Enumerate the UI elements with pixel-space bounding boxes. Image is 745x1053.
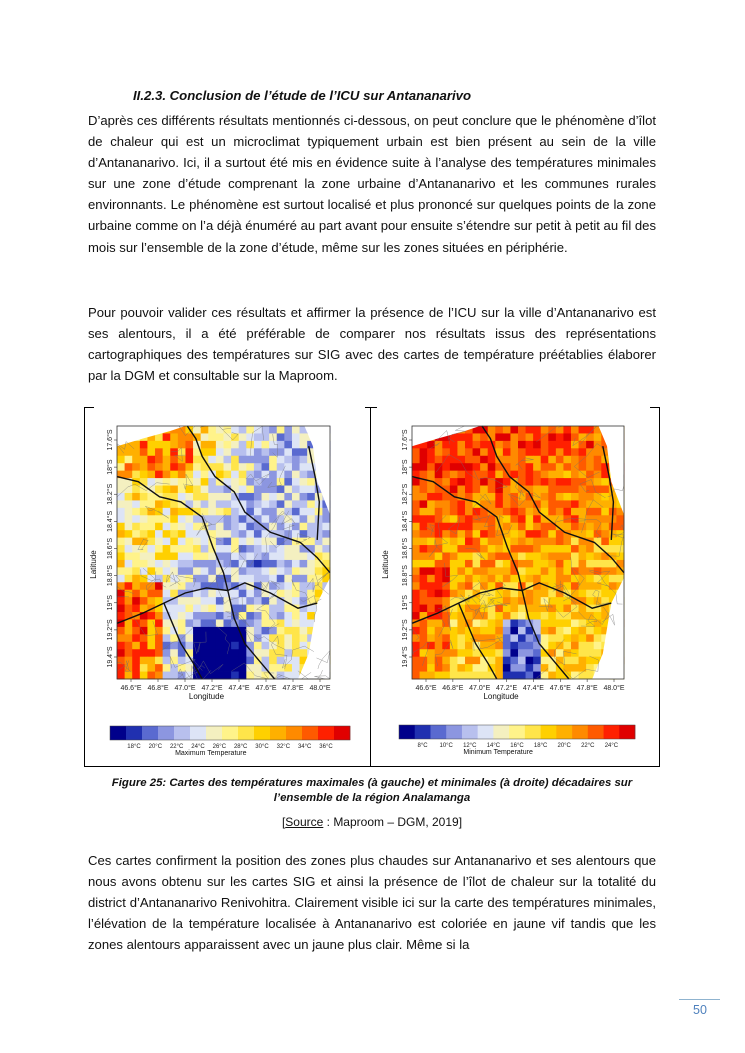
section-heading: II.2.3. Conclusion de l’étude de l’ICU sur Antananarivo [133, 88, 472, 103]
legend-tick-label: 22°C [169, 744, 184, 750]
latitude-tick-label: 19°S [107, 595, 114, 611]
longitude-tick-label: 48.0°E [603, 685, 625, 692]
legend-swatch [334, 726, 350, 740]
legend-swatch [430, 725, 446, 739]
legend-swatch [478, 725, 494, 739]
legend-swatch [206, 726, 222, 740]
latitude-tick-label: 18.8°S [107, 565, 114, 587]
frame-top-left-tick [84, 407, 94, 408]
y-axis-label: Latitude [381, 550, 390, 579]
legend-tick-label: 10°C [439, 743, 453, 749]
legend-swatch [415, 725, 431, 739]
figure-source [88, 815, 656, 829]
legend-tick-label: 16°C [510, 743, 524, 749]
longitude-tick-label: 47.4°E [522, 685, 544, 692]
frame-bottom-border [84, 766, 660, 767]
longitude-tick-label: 47.8°E [282, 685, 304, 692]
legend-tick-label: 20°C [148, 744, 163, 750]
latitude-tick-label: 18°S [402, 459, 409, 475]
paragraph-3: Ces cartes confirment la position des zones plus chaudes sur Antananarivo et ses alentours que nous avons obtenu sur les cartes SIG et ainsi la présence de l’îlot de chaleur sur la totalité du district d’Antananarivo Renivohitra. Clairement visible ici sur la carte des températures minimales, l’élévation de la température localisée à Antananarivo est coloriée en jaune vif tandis que les zones alentours apparaissent avec un jaune plus clair. Même si la [88, 853, 656, 953]
latitude-tick-label: 18.4°S [402, 510, 409, 532]
legend-tick-label: 30°C [255, 744, 269, 750]
legend-swatch [525, 725, 541, 739]
legend-swatch [158, 726, 174, 740]
figure-caption-line-2: l’ensemble de la région Analamanga [273, 792, 471, 804]
legend-swatch [190, 726, 206, 740]
legend-tick-label: 12°C [463, 743, 477, 749]
legend-swatch [318, 726, 334, 740]
latitude-tick-label: 18.2°S [402, 483, 409, 505]
latitude-tick-label: 18.4°S [107, 510, 114, 532]
longitude-tick-label: 47.2°E [201, 685, 223, 692]
legend-swatch [270, 726, 286, 740]
temperature-legend [399, 725, 635, 756]
temperature-legend [110, 726, 350, 757]
latitude-axis [401, 429, 412, 667]
legend-swatch [302, 726, 318, 740]
latitude-tick-label: 19°S [402, 595, 409, 611]
legend-tick-label: 18°C [533, 743, 548, 749]
legend-tick-label: 20°C [557, 743, 571, 749]
longitude-tick-label: 47.4°E [228, 685, 250, 692]
min-temperature-map [373, 409, 657, 765]
frame-top-right-tick [650, 407, 660, 408]
frame-divider [370, 407, 371, 767]
legend-swatch [541, 725, 557, 739]
source-text: : Maproom – DGM, 2019] [323, 815, 463, 829]
longitude-tick-label: 46.6°E [415, 685, 437, 692]
legend-swatch [126, 726, 142, 740]
legend-tick-label: 22°C [581, 743, 595, 749]
frame-left-border [84, 407, 85, 767]
legend-swatch [110, 726, 126, 740]
legend-swatch [619, 725, 635, 739]
latitude-tick-label: 18.8°S [402, 565, 409, 587]
longitude-tick-label: 48.0°E [309, 685, 331, 692]
source-open-bracket: [ [281, 815, 286, 829]
legend-swatch [286, 726, 302, 740]
latitude-tick-label: 19.4°S [107, 646, 114, 668]
legend-swatch [509, 725, 525, 739]
legend-swatch [254, 726, 270, 740]
page-number-rule [679, 999, 720, 1000]
latitude-axis [106, 429, 117, 667]
longitude-axis [120, 679, 330, 692]
legend-title: Maximum Temperature [175, 750, 247, 757]
frame-right-border [659, 407, 660, 767]
legend-swatch [446, 725, 462, 739]
latitude-tick-label: 18.6°S [402, 537, 409, 560]
legend-tick-label: 24°C [191, 744, 205, 750]
longitude-tick-label: 46.8°E [442, 685, 464, 692]
legend-tick-label: 24°C [604, 743, 619, 749]
frame-top-mid-tick [365, 407, 377, 408]
legend-tick-label: 34°C [297, 744, 312, 750]
y-axis-label: Latitude [89, 550, 98, 579]
longitude-axis [415, 679, 624, 692]
legend-swatch [142, 726, 158, 740]
legend-swatch [462, 725, 478, 739]
latitude-tick-label: 19.2°S [402, 619, 409, 641]
x-axis-label: Longitude [483, 692, 519, 701]
figure-caption-line-1: Figure 25: Cartes des températures maximales (à gauche) et minimales (à droite) décadaires sur [111, 777, 633, 789]
longitude-tick-label: 47.6°E [255, 685, 277, 692]
page-number: 50 [693, 1003, 707, 1017]
latitude-tick-label: 18.6°S [107, 537, 114, 560]
legend-tick-label: 14°C [486, 743, 501, 749]
longitude-tick-label: 47.0°E [174, 685, 196, 692]
longitude-tick-label: 47.6°E [549, 685, 571, 692]
figure-caption [88, 776, 656, 806]
legend-swatch [604, 725, 620, 739]
paragraph-2: Pour pouvoir valider ces résultats et affirmer la présence de l’ICU sur la ville d’Antananarivo est ses alentours, il a été préférable de comparer nos résultats issus des représentations cartographiques des températures sur SIG avec des cartes de température préétablies élaborer par la DGM et consultable sur la Maproom. [88, 305, 656, 384]
source-link[interactable]: Source [285, 815, 324, 829]
legend-tick-label: 8°C [417, 743, 428, 749]
latitude-tick-label: 17.6°S [402, 429, 409, 451]
legend-swatch [399, 725, 415, 739]
legend-swatch [174, 726, 190, 740]
legend-swatch [238, 726, 254, 740]
x-axis-label: Longitude [188, 692, 225, 701]
longitude-tick-label: 47.0°E [469, 685, 491, 692]
latitude-tick-label: 18°S [107, 459, 114, 475]
latitude-tick-label: 19.2°S [107, 619, 114, 641]
figure-25 [84, 407, 660, 767]
longitude-tick-label: 46.6°E [120, 685, 142, 692]
legend-tick-label: 18°C [127, 744, 141, 750]
legend-swatch [556, 725, 572, 739]
legend-swatch [572, 725, 588, 739]
legend-swatch [493, 725, 509, 739]
legend-tick-label: 26°C [212, 744, 227, 750]
max-temperature-map [86, 409, 368, 765]
legend-title: Minimum Temperature [463, 749, 533, 756]
longitude-tick-label: 47.8°E [576, 685, 598, 692]
legend-tick-label: 32°C [276, 744, 291, 750]
legend-swatch [222, 726, 238, 740]
longitude-tick-label: 46.8°E [147, 685, 169, 692]
paragraph-1: D’après ces différents résultats mentionnés ci-dessous, on peut conclure que le phénomène d’îlot de chaleur qui est un microclimat typiquement urbain est bien présent au sein de la ville d’Antananarivo. Ici, il a surtout été mis en évidence suite à l’analyse des températures minimales sur une zone d’étude comprenant la zone urbaine d’Antananarivo et les communes rurales environnants. Le phénomène est surtout localisé et plus prononcé sur quelques points de la zone urbaine comme on l’a déjà énuméré au part avant pour ensuite s’étendre sur petit à petit au fil des mois sur l’ensemble de la zone d’étude, même sur les zones situées en périphérie. [88, 113, 656, 255]
latitude-tick-label: 17.6°S [107, 429, 114, 451]
legend-swatch [588, 725, 604, 739]
latitude-tick-label: 19.4°S [402, 646, 409, 668]
longitude-tick-label: 47.2°E [496, 685, 518, 692]
legend-tick-label: 28°C [233, 744, 248, 750]
legend-tick-label: 36°C [319, 744, 333, 750]
temperature-grid [117, 426, 330, 679]
latitude-tick-label: 18.2°S [107, 483, 114, 505]
